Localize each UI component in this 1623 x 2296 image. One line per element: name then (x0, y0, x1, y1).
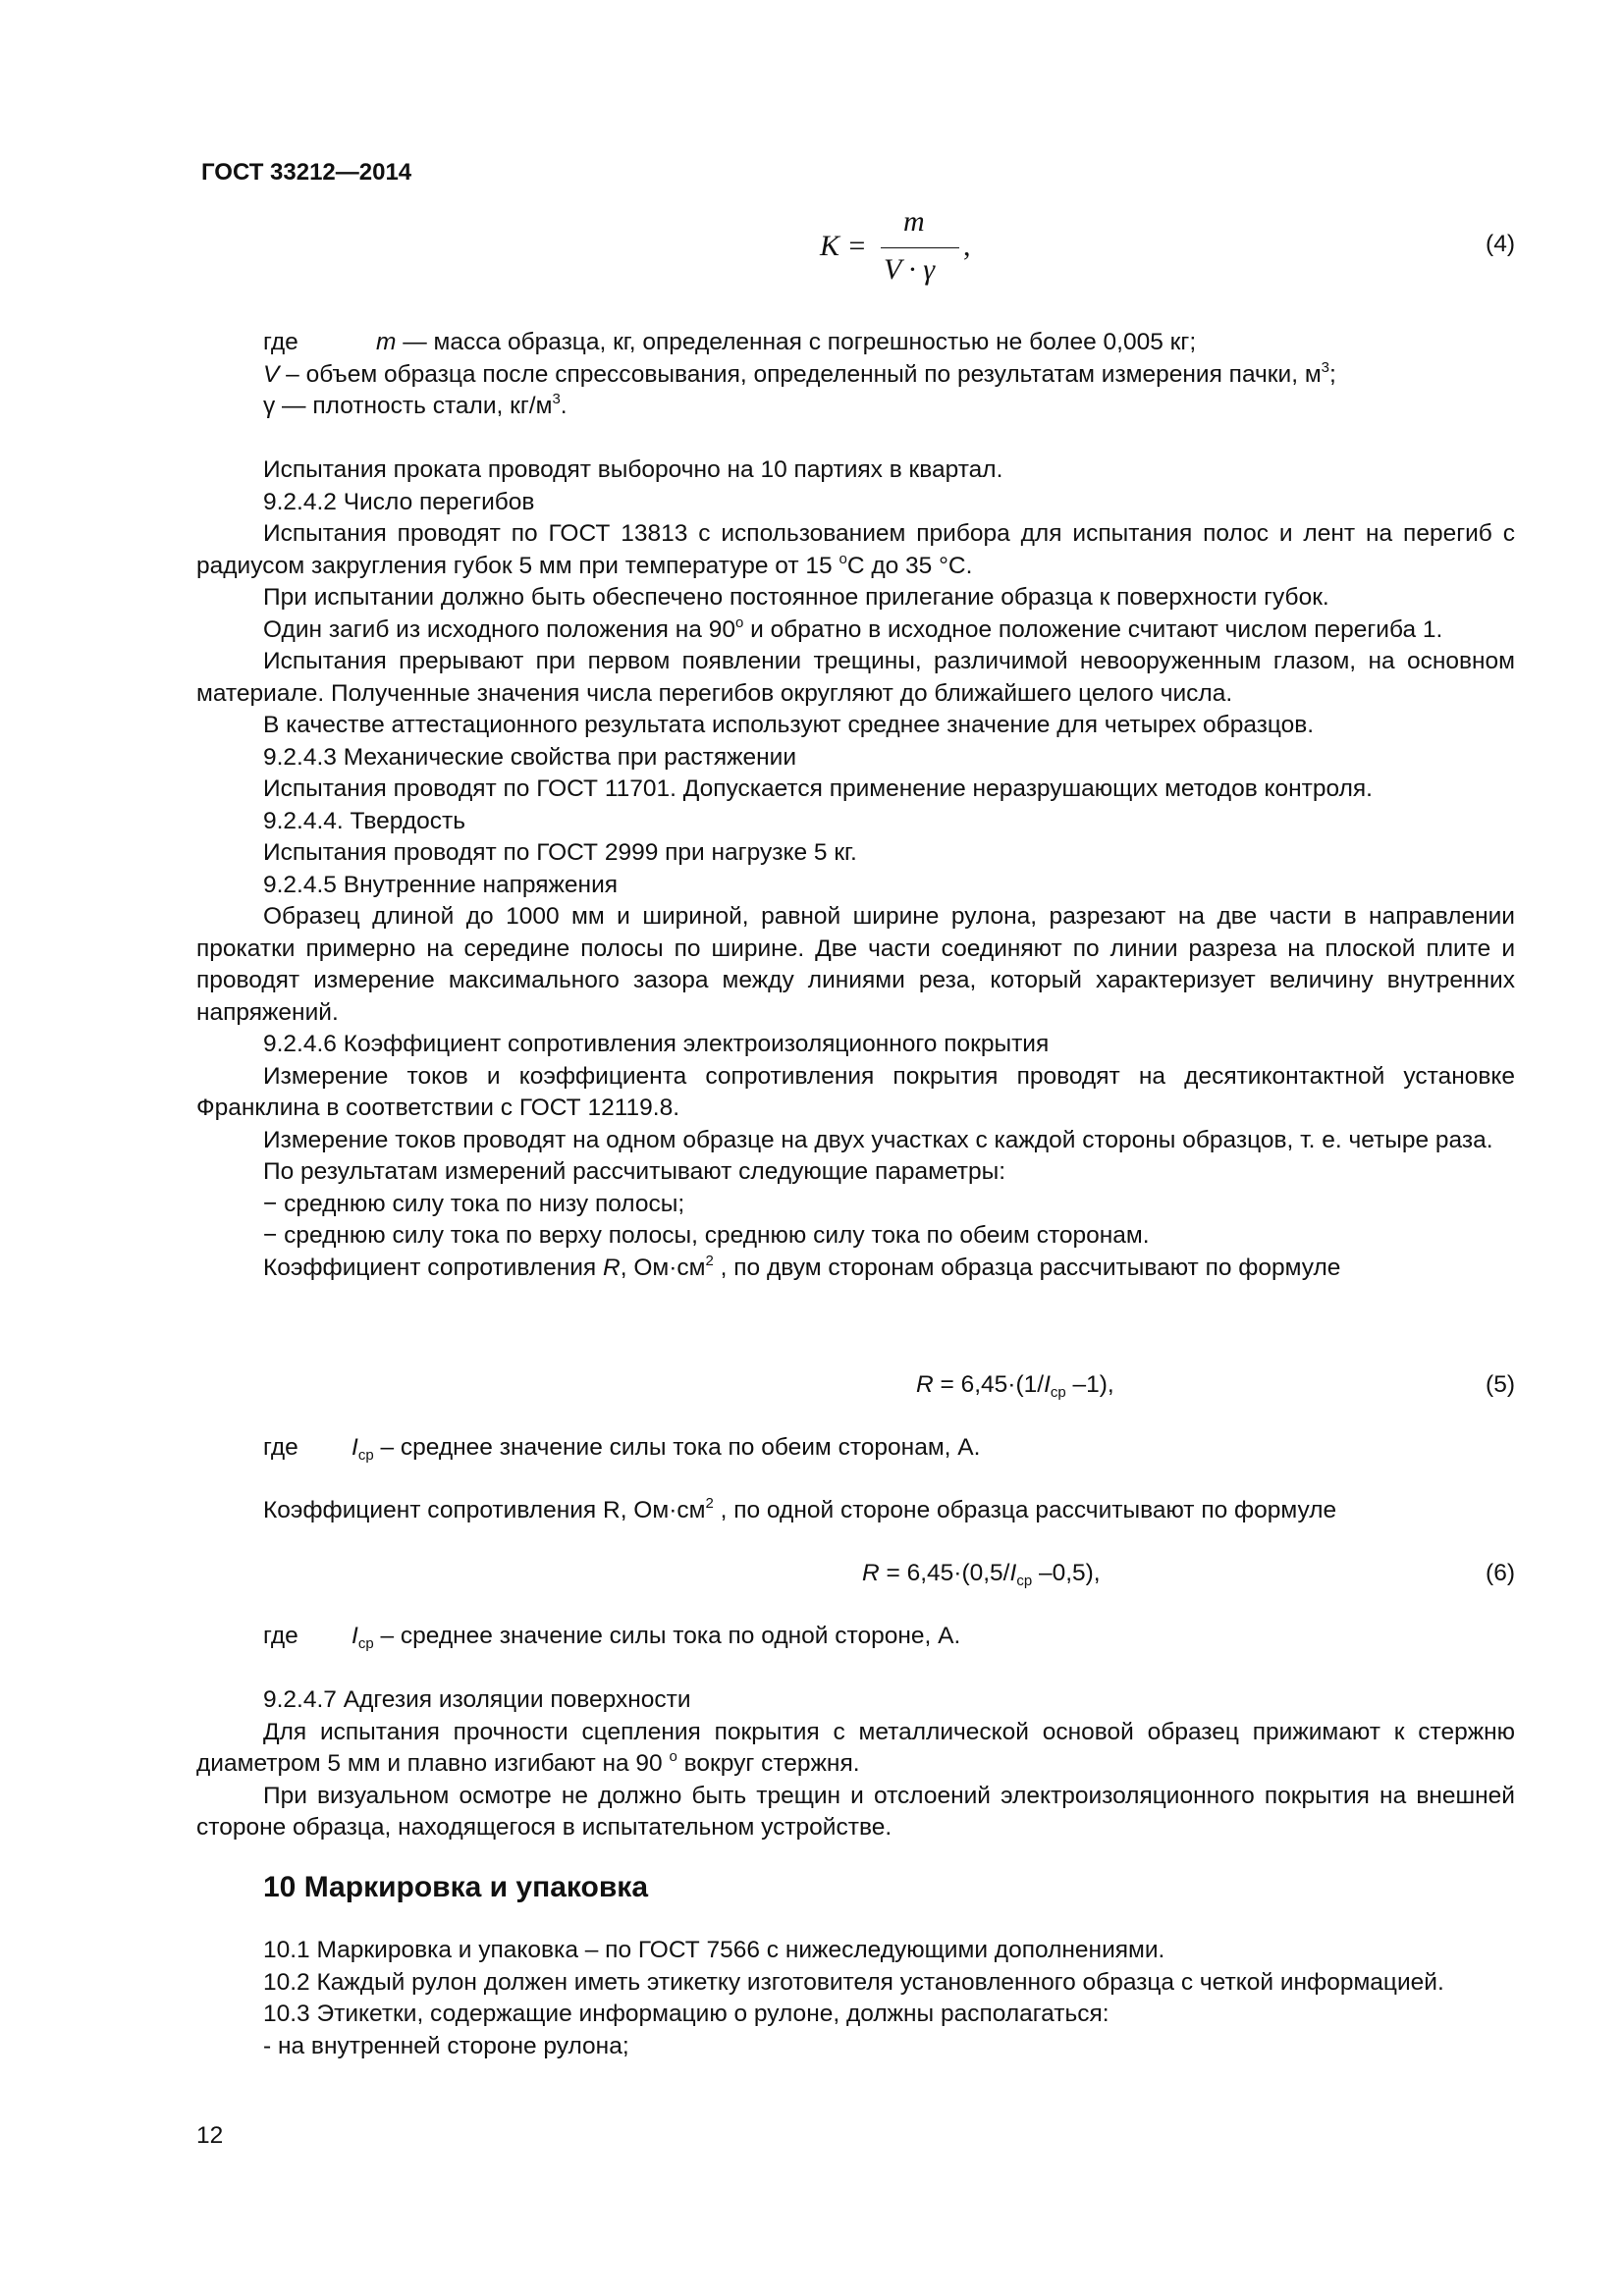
paragraph: При визуальном осмотре не должно быть трещин и отслоений электроизоляционного покрытия на внешней стороне образца, находящегося в испытательном устройстве. (196, 1782, 1515, 1841)
paragraph: Испытания проката проводят выборочно на 10 партиях в квартал. (263, 456, 1003, 483)
paragraph: Измерение токов проводят на одном образце на двух участках с каждой стороны образцов, т. е. четыре раза. (263, 1126, 1493, 1153)
paragraph: 10.3 Этикетки, содержащие информацию о рулоне, должны располагаться: (263, 2001, 1109, 2027)
formula-4-numerator: m (903, 205, 925, 238)
text-span: С до 35 °С. (846, 552, 973, 579)
legend-gamma-text: γ — плотность стали, кг/м (263, 393, 553, 419)
formula-6-part: –0,5), (1032, 1560, 1101, 1586)
legend-i (196, 1621, 1515, 1653)
paragraph: По результатам измерений рассчитывают следующие параметры: (263, 1158, 1006, 1185)
formula-6-lhs: R (862, 1560, 880, 1586)
paragraph: Испытания проводят по ГОСТ 2999 при нагрузке 5 кг. (263, 839, 857, 866)
symbol-i: I (1009, 1560, 1017, 1586)
text-span: Один загиб из исходного положения на 90 (263, 615, 735, 643)
formula-6-part: = 6,45·(0,5/ (879, 1560, 1010, 1586)
degree-sup: о (734, 614, 744, 631)
text-span: , Ом·см (620, 1254, 706, 1281)
symbol-i: I (352, 1434, 358, 1461)
subsection-heading: 9.2.4.4. Твердость (263, 807, 466, 834)
subsection-heading: 9.2.4.6 Коэффициент сопротивления электроизоляционного покрытия (263, 1031, 1050, 1057)
formula-5-legend (196, 1432, 1515, 1465)
paragraph (196, 1253, 1515, 1285)
legend-v (196, 359, 1515, 392)
paragraph: При испытании должно быть обеспечено постоянное прилегание образца к поверхности губок. (263, 584, 1329, 611)
symbol-r: R (603, 1254, 621, 1281)
formula-4-lhs: K = (820, 230, 867, 262)
subsection-heading: 9.2.4.5 Внутренние напряжения (263, 871, 619, 898)
formula-4-denominator: V · γ (884, 253, 936, 286)
where-label: где (263, 1434, 298, 1461)
degree-sup: о (839, 550, 847, 567)
subscript-cp: ср (357, 1635, 374, 1652)
list-item: − среднюю силу тока по верху полосы, среднюю силу тока по обеим сторонам. (263, 1222, 1150, 1249)
fraction-bar (881, 247, 959, 248)
formula-5-part: –1), (1065, 1371, 1114, 1398)
symbol-m: m (376, 329, 397, 355)
text-span: , по одной стороне образца рассчитывают по формуле (713, 1497, 1337, 1523)
formula-5 (916, 1369, 1114, 1402)
paragraph (196, 614, 1515, 647)
paragraph: 10.1 Маркировка и упаковка – по ГОСТ 7566 с нижеследующими дополнениями. (263, 1937, 1165, 1963)
paragraph: Испытания проводят по ГОСТ 11701. Допускается применение неразрушающих методов контроля. (263, 775, 1373, 802)
text-span: и обратно в исходное положение считают числом перегиба 1. (743, 615, 1443, 643)
formula-5-lhs: R (916, 1371, 934, 1398)
text-span: Коэффициент сопротивления R, Ом·см (263, 1497, 706, 1523)
paragraph: Испытания прерывают при первом появлении трещины, различимой невооруженным глазом, на основном материале. Полученные значения числа перегибов округляют до ближайшего целого числа. (196, 648, 1515, 707)
paragraph: В качестве аттестационного результата используют среднее значение для четырех образцов. (263, 712, 1315, 738)
text-block-3 (196, 1684, 1515, 1844)
subscript-cp: ср (357, 1447, 374, 1464)
paragraph: 10.2 Каждый рулон должен иметь этикетку изготовителя установленного образца с четкой информацией. (263, 1968, 1444, 1996)
symbol-v: V (263, 360, 280, 388)
section-10 (196, 1870, 1515, 2062)
text-span: вокруг стержня. (676, 1750, 860, 1777)
legend-gamma (196, 391, 1515, 423)
subsection-heading: 9.2.4.3 Механические свойства при растяжении (263, 743, 797, 771)
legend-v-end: ; (1329, 360, 1336, 388)
paragraph (196, 518, 1515, 582)
formula-5-number: (5) (1486, 1371, 1515, 1398)
legend-gamma-sup: 3 (552, 391, 561, 407)
legend-gamma-end: . (560, 393, 568, 419)
legend-m (196, 327, 1515, 359)
text-span: Испытания проводят по ГОСТ 13813 с использованием прибора для испытания полос и лент на перегиб с радиусом закругления губок 5 мм при температуре от 15 (196, 520, 1515, 579)
where-label: где (263, 329, 298, 355)
formula-5-part: = 6,45·(1/ (933, 1371, 1045, 1398)
paragraph (196, 1495, 1515, 1527)
section-heading: 10 Маркировка и упаковка (263, 1871, 649, 1903)
text-block-2 (196, 1495, 1515, 1527)
legend-text: – среднее значение силы тока по обеим сторонам, А. (373, 1434, 981, 1461)
subscript-cp: ср (1050, 1384, 1066, 1401)
formula-6 (862, 1558, 1101, 1590)
degree-sup: о (669, 1748, 677, 1765)
page-number: 12 (196, 2122, 224, 2149)
subsection-heading: 9.2.4.7 Адгезия изоляции поверхности (263, 1686, 691, 1713)
power-sup: 2 (705, 1495, 714, 1512)
document-header: ГОСТ 33212—2014 (201, 159, 412, 186)
symbol-i: I (352, 1623, 358, 1649)
subsection-heading: 9.2.4.2 Число перегибов (263, 488, 535, 515)
formula-4-number: (4) (1486, 231, 1515, 257)
formula-4 (820, 201, 997, 299)
text-span: Для испытания прочности сцепления покрытия с металлической основой образец прижимают к стержню диаметром 5 мм и плавно изгибают на 90 (196, 1718, 1515, 1777)
list-item: - на внутренней стороне рулона; (263, 2032, 629, 2059)
legend-v-text: – объем образца после спрессовывания, определенный по результатам измерения пачки, м (279, 360, 1322, 388)
legend-text: – среднее значение силы тока по одной стороне, А. (373, 1623, 961, 1649)
paragraph: Образец длиной до 1000 мм и шириной, равной ширине рулона, разрезают на две части в направлении прокатки примерно на середине полосы по ширине. Две части соединяют по линии разреза на плоской плите и проводят измерение максимального зазора между линиями реза, который характеризует величину внутренних напряжений. (196, 903, 1515, 1026)
subscript-cp: ср (1016, 1573, 1033, 1589)
text-span: Коэффициент сопротивления (263, 1254, 604, 1281)
formula-4-comma: , (963, 230, 971, 262)
text-span: , по двум сторонам образца рассчитывают по формуле (713, 1254, 1341, 1281)
legend-i (196, 1432, 1515, 1465)
power-sup: 2 (705, 1252, 714, 1269)
paragraph: Измерение токов и коэффициента сопротивления покрытия проводят на десятиконтактной установке Франклина в соответствии с ГОСТ 12119.8. (196, 1062, 1515, 1121)
formula-4-legend (196, 327, 1515, 423)
paragraph (196, 1717, 1515, 1781)
where-label: где (263, 1623, 298, 1649)
text-block-1 (196, 454, 1515, 1284)
formula-6-legend (196, 1621, 1515, 1653)
legend-v-sup: 3 (1321, 358, 1330, 376)
symbol-i: I (1044, 1371, 1051, 1398)
formula-6-number: (6) (1486, 1560, 1515, 1586)
list-item: − среднюю силу тока по низу полосы; (263, 1190, 685, 1217)
legend-m-text: — масса образца, кг, определенная с погрешностью не более 0,005 кг; (396, 329, 1197, 355)
